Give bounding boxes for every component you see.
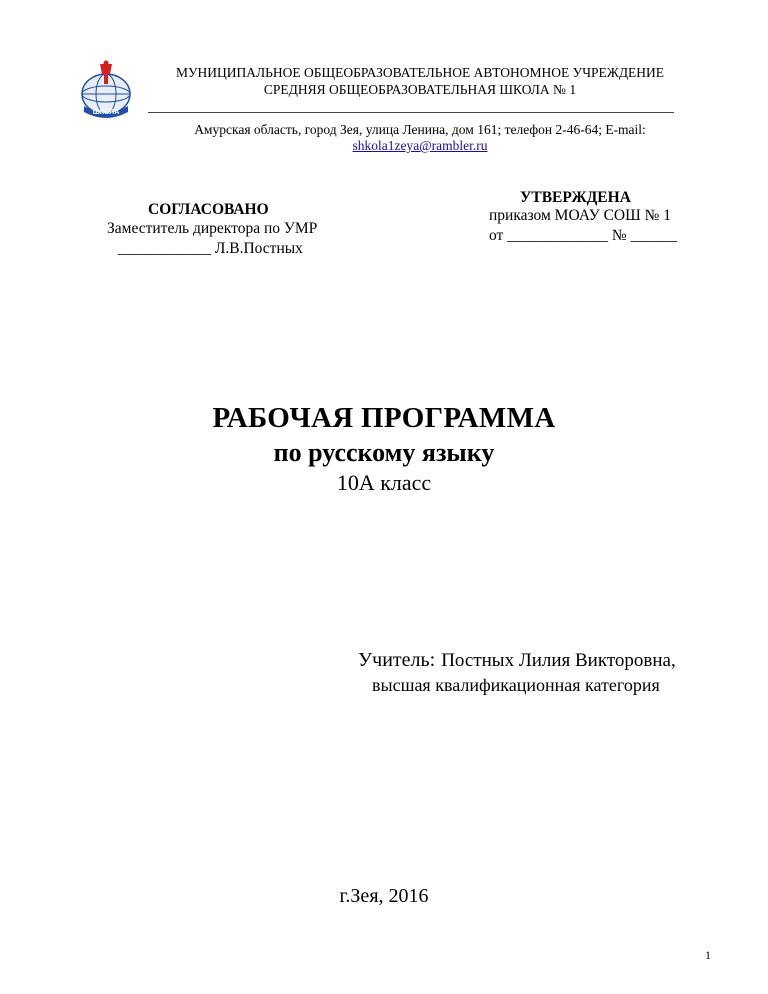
approved-title: УТВЕРЖДЕНА	[520, 189, 631, 206]
document-title: РАБОЧАЯ ПРОГРАММА	[212, 402, 556, 434]
teacher-label: Учитель:	[358, 649, 436, 671]
email-link[interactable]: shkola1zeya@rambler.ru	[352, 138, 488, 153]
header-divider	[148, 112, 674, 113]
email-line	[140, 138, 700, 154]
school-address: Амурская область, город Зея, улица Ленина, дом 161; телефон 2-46-64; E-mail:	[194, 122, 646, 137]
approved-date-line: от _____________ № ______	[489, 227, 677, 244]
document-subject: по русскому языку	[273, 438, 495, 467]
teacher-name: Постных Лилия Викторовна,	[441, 650, 676, 671]
logo-text: ШКОЛА	[92, 109, 120, 116]
school-logo-icon	[78, 60, 134, 118]
approved-order: приказом МОАУ СОШ № 1	[489, 207, 672, 224]
document-class: 10А класс	[336, 470, 432, 495]
agreed-role: Заместитель директора по УМР	[107, 220, 318, 237]
org-name-line2: СРЕДНЯЯ ОБЩЕОБРАЗОВАТЕЛЬНАЯ ШКОЛА № 1	[263, 82, 577, 97]
teacher-category: высшая квалификационная категория	[372, 675, 660, 695]
place-year: г.Зея, 2016	[339, 885, 429, 907]
org-name-line1: МУНИЦИПАЛЬНОЕ ОБЩЕОБРАЗОВАТЕЛЬНОЕ АВТОНОМНОЕ УЧРЕЖДЕНИЕ	[175, 65, 665, 80]
page-number: 1	[705, 948, 711, 962]
agreed-title: СОГЛАСОВАНО	[148, 201, 269, 218]
teacher-line	[358, 649, 676, 672]
agreed-signature-line: ____________ Л.В.Постных	[118, 240, 303, 257]
